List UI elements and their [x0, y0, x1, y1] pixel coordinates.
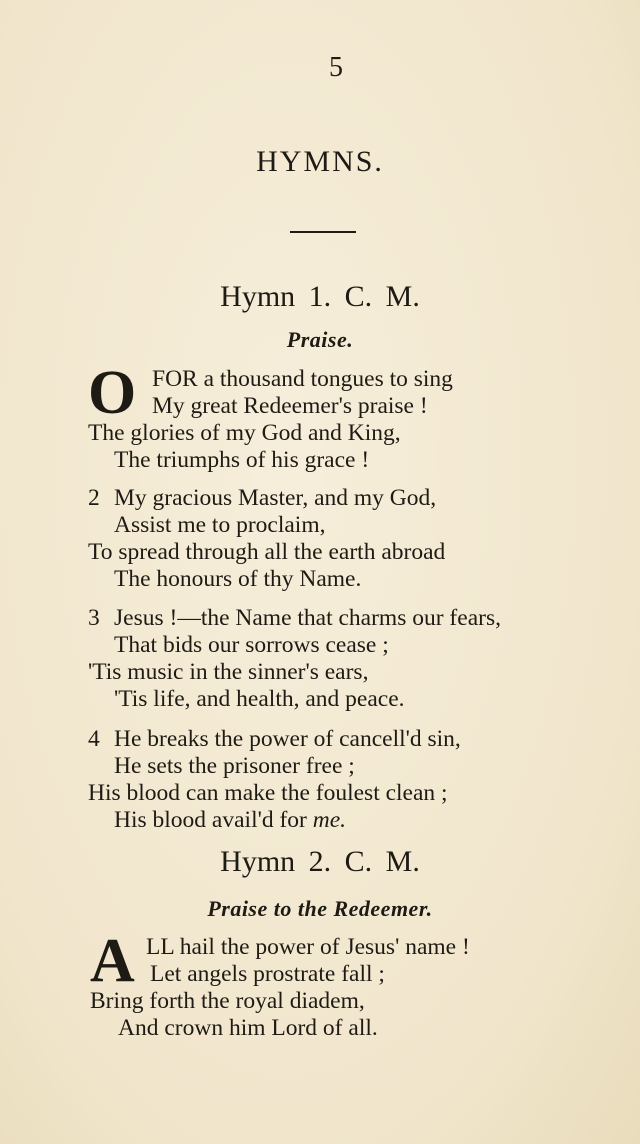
- hymn-1-verse-3-number: 3: [88, 605, 100, 631]
- hymn-1-verse-2-line-2: Assist me to proclaim,: [114, 512, 326, 538]
- hymn-2-drop-cap: A: [90, 927, 135, 995]
- hymn-1-verse-4-emphasis: me.: [312, 807, 347, 833]
- hymn-1-verse-2-line-4: The honours of thy Name.: [114, 566, 362, 592]
- hymn-1-verse-1-line-3: The glories of my God and King,: [88, 420, 401, 446]
- hymn-1-verse-4-line-3: His blood can make the foulest clean ;: [88, 780, 448, 806]
- hymn-1-verse-3-line-2: That bids our sorrows cease ;: [114, 632, 389, 658]
- hymn-2-subject: Praise to the Redeemer.: [207, 896, 433, 921]
- hymn-2-heading: Hymn 2. C. M.: [220, 845, 420, 878]
- title-rule: [290, 231, 356, 233]
- page-number: 5: [329, 52, 343, 83]
- hymn-1-verse-2-line-1: My gracious Master, and my God,: [114, 485, 437, 511]
- hymn-1-heading: Hymn 1. C. M.: [220, 280, 420, 313]
- hymn-1-verse-3-line-3: 'Tis music in the sinner's ears,: [88, 659, 369, 685]
- hymn-1-verse-4-line-2: He sets the prisoner free ;: [114, 753, 355, 779]
- hymn-2-verse-1-line-3: Bring forth the royal diadem,: [90, 988, 365, 1014]
- hymn-1-drop-cap: O: [88, 359, 137, 427]
- hymn-1-verse-3-line-4: 'Tis life, and health, and peace.: [114, 686, 405, 712]
- hymn-1-verse-4-line-1: He breaks the power of cancell'd sin,: [114, 726, 461, 752]
- hymn-1-subject: Praise.: [286, 327, 354, 352]
- hymn-1-verse-2-line-3: To spread through all the earth abroad: [88, 539, 446, 565]
- hymn-2-verse-1-line-4: And crown him Lord of all.: [118, 1015, 378, 1041]
- section-title: HYMNS.: [256, 145, 384, 178]
- hymn-1-verse-4-line-4-text: His blood avail'd for: [114, 807, 307, 833]
- hymn-2-verse-1-line-2: Let angels prostrate fall ;: [150, 961, 385, 987]
- hymn-1-verse-4-number: 4: [88, 726, 100, 752]
- hymn-1-verse-1-line-2: My great Redeemer's praise !: [152, 393, 428, 419]
- hymn-1-verse-2-number: 2: [88, 485, 100, 511]
- hymn-1-verse-1-line-1: FOR a thousand tongues to sing: [152, 366, 453, 392]
- hymn-1-verse-4-line-4: [114, 807, 346, 834]
- hymn-1-verse-3-line-1: Jesus !—the Name that charms our fears,: [114, 605, 501, 631]
- hymn-2-verse-1-line-1: LL hail the power of Jesus' name !: [146, 934, 470, 960]
- hymn-1-verse-1-line-4: The triumphs of his grace !: [114, 447, 370, 473]
